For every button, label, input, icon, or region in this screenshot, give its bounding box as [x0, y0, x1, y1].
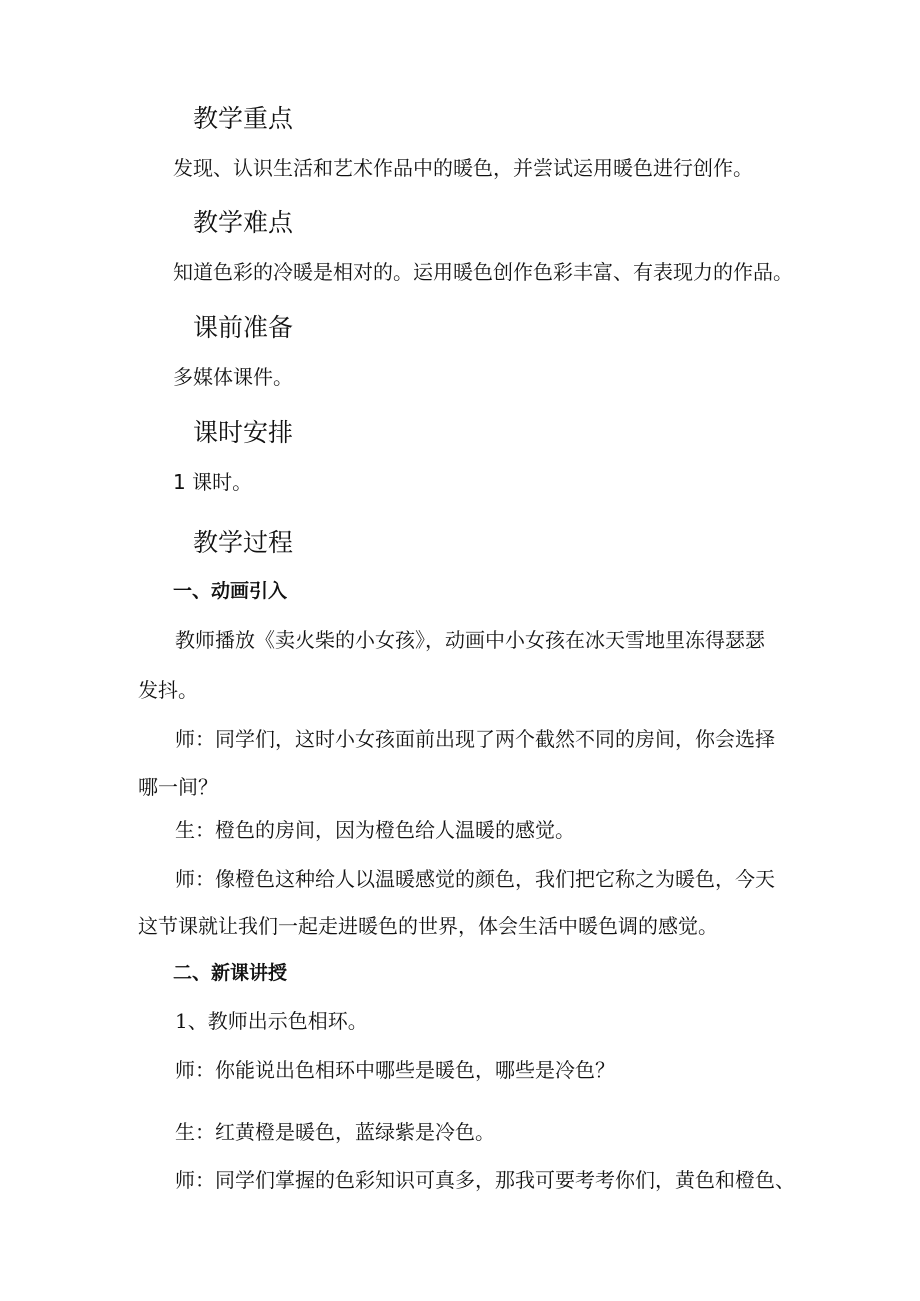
paragraph-line: 教师播放《卖火柴的小女孩》，动画中小女孩在冰天雪地里冻得瑟瑟	[175, 628, 765, 652]
paragraph-line: 生：红黄橙是暖色，蓝绿紫是冷色。	[175, 1120, 495, 1144]
teaching-focus-text: 发现、认识生活和艺术作品中的暖色，并尝试运用暖色进行创作。	[173, 156, 753, 180]
paragraph-line: 1、教师出示色相环。	[175, 1009, 368, 1033]
schedule-text: 1 课时。	[173, 470, 253, 494]
part2-title: 二、新课讲授	[173, 962, 288, 984]
heading-teaching-focus: 教学重点	[193, 104, 294, 133]
heading-teaching-process: 教学过程	[193, 528, 294, 557]
teaching-difficulty-text: 知道色彩的冷暖是相对的。运用暖色创作色彩丰富、有表现力的作品。	[173, 260, 793, 284]
heading-schedule: 课时安排	[193, 418, 294, 447]
paragraph-line: 生：橙色的房间，因为橙色给人温暖的感觉。	[175, 818, 575, 842]
heading-preparation: 课前准备	[193, 313, 294, 342]
paragraph-line: 师：像橙色这种给人以温暖感觉的颜色，我们把它称之为暖色，今天	[175, 867, 775, 891]
paragraph-line: 这节课就让我们一起走进暖色的世界，体会生活中暖色调的感觉。	[138, 914, 718, 938]
paragraph-line: 师：你能说出色相环中哪些是暖色，哪些是冷色？	[175, 1058, 615, 1082]
preparation-text: 多媒体课件。	[173, 365, 293, 389]
paragraph-line: 师：同学们，这时小女孩面前出现了两个截然不同的房间，你会选择	[175, 727, 775, 751]
paragraph-line: 哪一间？	[138, 775, 218, 799]
heading-teaching-difficulty: 教学难点	[193, 208, 294, 237]
paragraph-line: 发抖。	[138, 678, 198, 702]
paragraph-line: 师：同学们掌握的色彩知识可真多，那我可要考考你们，黄色和橙色、	[175, 1168, 795, 1192]
part1-title: 一、动画引入	[173, 580, 288, 602]
